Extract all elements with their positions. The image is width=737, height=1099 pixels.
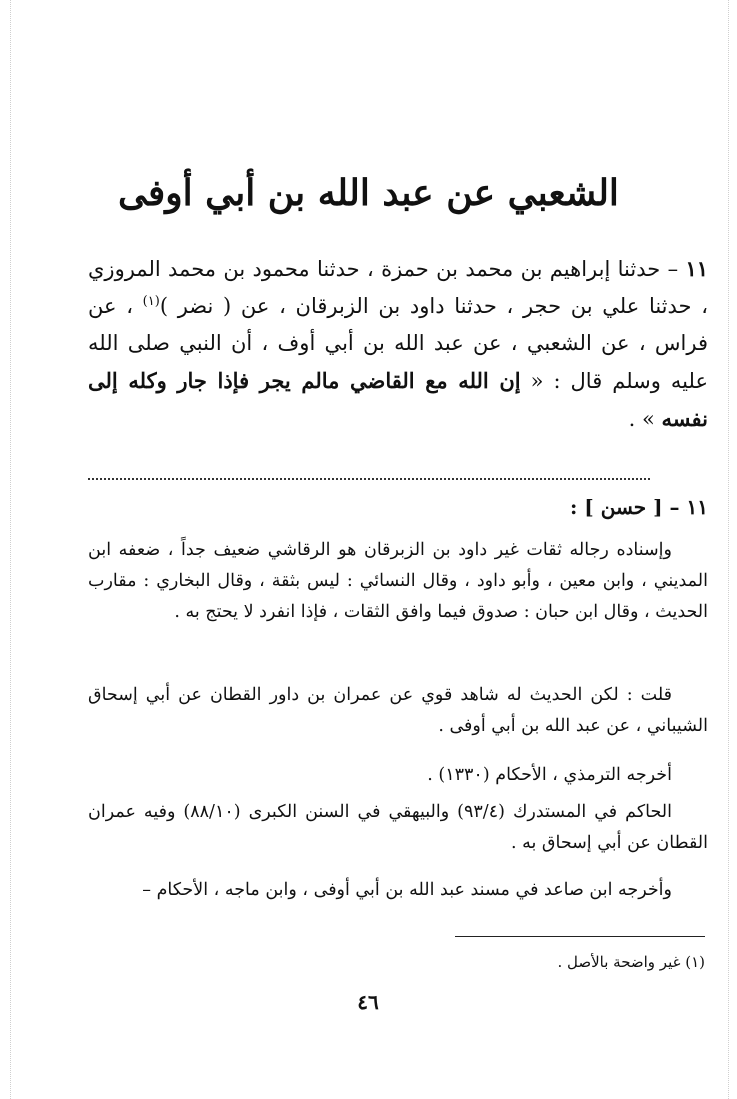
hadith-quote: إن الله مع القاضي مالم يجر فإذا جار وكله إلى نفسه [88, 368, 708, 431]
hadith-chain-part2: ، عن فراس ، عن الشعبي ، عن عبد الله بن أبي أوف ، أن النبي صلى الله عليه وسلم قال : « [88, 294, 708, 393]
commentary-paragraph: قلت : لكن الحديث له شاهد قوي عن عمران بن داور القطان عن أبي إسحاق الشيباني ، عن عبد الله بن أبي أوفى . [88, 685, 708, 736]
footnote-rule [455, 936, 705, 937]
dotted-separator [88, 478, 650, 480]
footnote: (١) غير واضحة بالأصل . [557, 953, 705, 971]
commentary-paragraph: الحاكم في المستدرك (٩٣/٤) والبيهقي في السنن الكبرى (٨٨/١٠) وفيه عمران القطان عن أبي إسحاق به . [88, 802, 708, 853]
hadith-text [88, 250, 708, 438]
commentary-paragraph: أخرجه الترمذي ، الأحكام (١٣٣٠) . [427, 765, 672, 785]
commentary-paragraph: وإسناده رجاله ثقات غير داود بن الزبرقان هو الرقاشي ضعيف جداً ، ضعفه ابن المديني ، وابن معين ، وأبو داود ، وقال النسائي : ليس بثقة ، وقال البخاري : مقارب الحديث ، وقال ابن حبان : صدوق فيما وافق الثقات ، فإذا انفرد لا يحتج به . [88, 540, 708, 622]
left-margin-dots [10, 0, 11, 1099]
hadith-number: ١١ [685, 256, 708, 281]
chapter-title: الشعبي عن عبد الله بن أبي أوفى [118, 172, 619, 214]
hadith-dash: – [660, 257, 686, 281]
commentary-heading: ١١ – [ حسن ] : [569, 495, 708, 519]
footnote-marker: (١) [142, 294, 160, 309]
right-margin-dots [728, 0, 729, 1099]
page-number: ٤٦ [357, 990, 379, 1014]
commentary-paragraph: وأخرجه ابن صاعد في مسند عبد الله بن أبي أوفى ، وابن ماجه ، الأحكام – [142, 880, 672, 900]
hadith-chain-part1: حدثنا إبراهيم بن محمد بن حمزة ، حدثنا محمود بن محمد المروزي ، حدثنا علي بن حجر ، حدثنا داود بن الزبرقان ، عن ( نضر ) [88, 257, 708, 318]
hadith-closing: » . [628, 407, 662, 431]
